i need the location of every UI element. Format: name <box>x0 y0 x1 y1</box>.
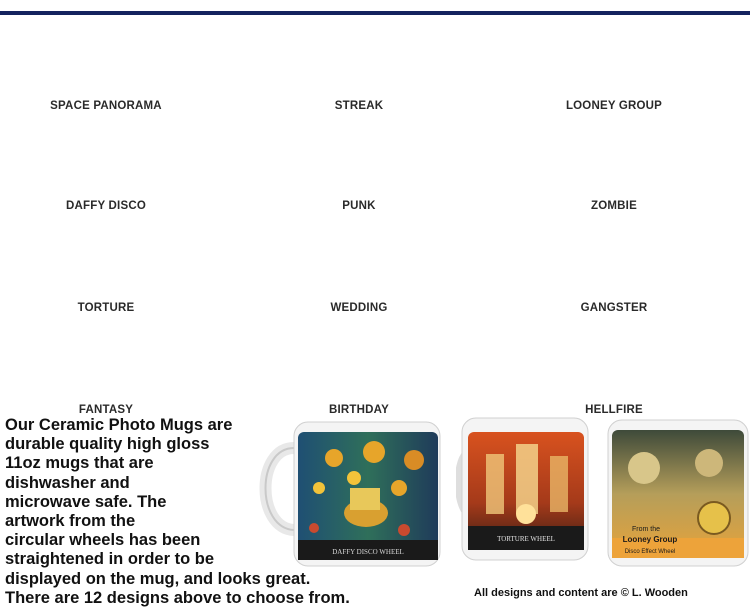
description-line: displayed on the mug, and looks great. <box>5 569 311 588</box>
description-line: 11oz mugs that are <box>5 454 154 473</box>
description-line: There are 12 designs above to choose from. <box>5 588 350 607</box>
design-link-gangster[interactable]: GANGSTER <box>580 302 648 314</box>
mug-caption-line2: Looney Group <box>622 535 678 544</box>
mug-photo-looney-group <box>604 418 750 568</box>
design-link-looney-group[interactable]: LOONEY GROUP <box>565 100 663 112</box>
mug-caption-line1: From the <box>631 526 661 533</box>
description-line: straightened in order to be <box>5 550 215 569</box>
design-link-space-panorama[interactable]: SPACE PANORAMA <box>50 100 162 112</box>
mug-photo-torture <box>456 414 591 564</box>
design-link-wedding[interactable]: WEDDING <box>330 302 388 314</box>
design-link-daffy-disco[interactable]: DAFFY DISCO <box>66 200 146 212</box>
description-line: Our Ceramic Photo Mugs are <box>5 416 233 434</box>
design-link-zombie[interactable]: ZOMBIE <box>591 200 637 212</box>
description-line: dishwasher and <box>5 473 130 492</box>
design-link-birthday[interactable]: BIRTHDAY <box>329 404 389 416</box>
mug-caption-daffy-disco: DAFFY DISCO WHEEL <box>332 548 404 556</box>
design-link-streak[interactable]: STREAK <box>334 100 384 112</box>
description-line: durable quality high gloss <box>5 435 210 454</box>
description-line: artwork from the <box>5 512 136 531</box>
header-rule <box>0 11 750 15</box>
design-link-torture[interactable]: TORTURE <box>77 302 135 314</box>
description-line: circular wheels has been <box>5 531 201 550</box>
mug-caption-line3: Disco Effect Wheel <box>624 549 676 555</box>
product-description <box>5 416 445 608</box>
design-link-hellfire[interactable]: HELLFIRE <box>585 404 643 416</box>
mug-caption-torture: TORTURE WHEEL <box>497 535 555 543</box>
design-link-punk[interactable]: PUNK <box>342 200 376 212</box>
description-line: microwave safe. The <box>5 492 167 511</box>
copyright-notice: All designs and content are © L. Wooden <box>474 587 688 599</box>
design-link-fantasy[interactable]: FANTASY <box>78 404 134 416</box>
